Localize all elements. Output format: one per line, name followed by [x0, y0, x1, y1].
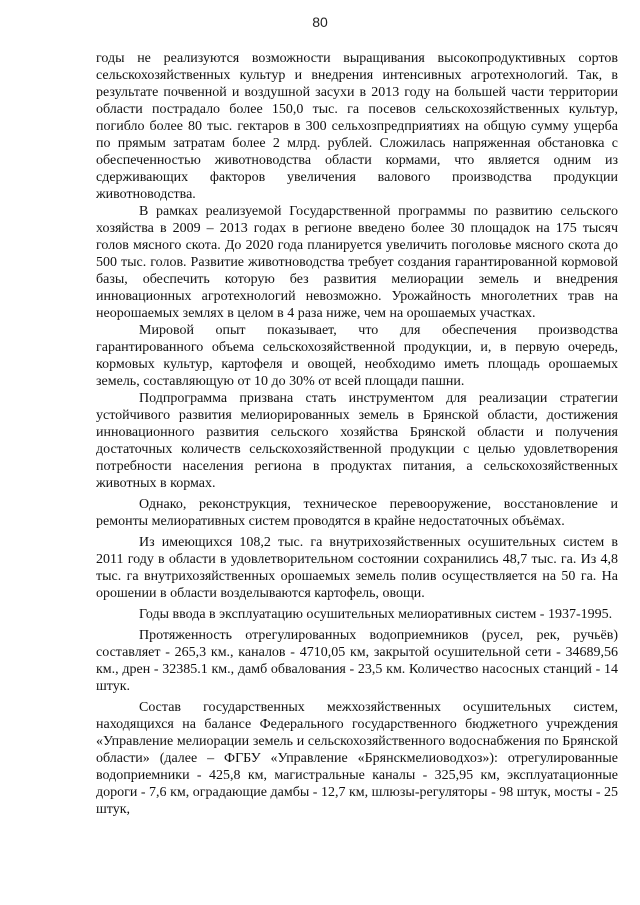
- paragraph-continuation: годы не реализуются возможности выращивания высокопродуктивных сортов сельскохозяйственных культур и внедрения интенсивных агротехнологий. Так, в результате почвенной и воздушной засухи в 2013 году на большей части территории области пострадало более 150,0 тыс. га посевов сельскохозяйственных культур, погибло более 80 тыс. гектаров в 300 сельхозпредприятиях на общую сумму ущерба по прямым затратам более 2 млрд. рублей. Сложилась напряженная обстановка с обеспеченностью животноводства области кормами, что является одним из сдерживающих факторов увеличения валового производства продукции животноводства.: [96, 51, 618, 202]
- paragraph-subprogram: Подпрограмма призвана стать инструментом для реализации стратегии устойчивого развития мелиорированных земель в Брянской области, достижения инновационного развития сельского хозяйства Брянской области и получения достаточных количеств сельскохозяйственной продукции с целью удовлетворения потребности населения региона в продуктах питания, а сельскохозяйственных животных в кормах.: [96, 391, 618, 491]
- paragraph-commissioning-years: Годы ввода в эксплуатацию осушительных мелиоративных систем - 1937-1995.: [139, 607, 613, 622]
- paragraph-reconstruction: Однако, реконструкция, техническое перевооружение, восстановление и ремонты мелиоративных систем проводятся в крайне недостаточных объёмах.: [96, 497, 618, 529]
- paragraph-state-program: В рамках реализуемой Государственной программы по развитию сельского хозяйства в 2009 – 2013 годах в регионе введено более 30 площадок на 175 тысяч голов мясного скота. До 2020 года планируется увеличить поголовье мясного скота до 500 тыс. голов. Развитие животноводства требует создания гарантированной кормовой базы, обеспечить которую без развития мелиорации земель и внедрения инновационных агротехнологий невозможно. Урожайность многолетних трав на неорошаемых землях в целом в 4 раза ниже, чем на орошаемых участках.: [96, 204, 618, 321]
- paragraph-composition: Состав государственных межхозяйственных осушительных систем, находящихся на балансе Федерального государственного бюджетного учреждения «Управление мелиорации земель и сельскохозяйственного водоснабжения по Брянской области» (далее – ФГБУ «Управление «Брянскмелиоводхоз»): отрегулированные водоприемники - 425,8 км, магистральные каналы - 325,95 км, эксплуатационные дороги - 7,6 км, оградающие дамбы - 12,7 км, шлюзы-регуляторы - 98 штук, мосты - 25 штук,: [96, 700, 618, 817]
- body-text: [96, 50, 618, 818]
- paragraph-drainage-systems: Из имеющихся 108,2 тыс. га внутрихозяйственных осушительных систем в 2011 году в области в удовлетворительном состоянии сохранились 48,7 тыс. га. Из 4,8 тыс. га внутрихозяйственных орошаемых земель полив осуществляется на 50 га. На орошении в области возделываются картофель, овощи.: [96, 535, 618, 601]
- paragraph-length: Протяженность отрегулированных водоприемников (русел, рек, ручьёв) составляет - 265,3 км., каналов - 4710,05 км, закрытой осушительной сети - 34689,56 км., дрен - 32385.1 км., дамб обвалования - 23,5 км. Количество насосных станций - 14 штук.: [96, 628, 618, 694]
- paragraph-world-experience: Мировой опыт показывает, что для обеспечения производства гарантированного объема сельскохозяйственной продукции, и, в первую очередь, кормовых культур, картофеля и овощей, необходимо иметь площадь орошаемых земель, составляющую от 10 до 30% от всей площади пашни.: [96, 323, 618, 389]
- page-number: 80: [312, 14, 328, 30]
